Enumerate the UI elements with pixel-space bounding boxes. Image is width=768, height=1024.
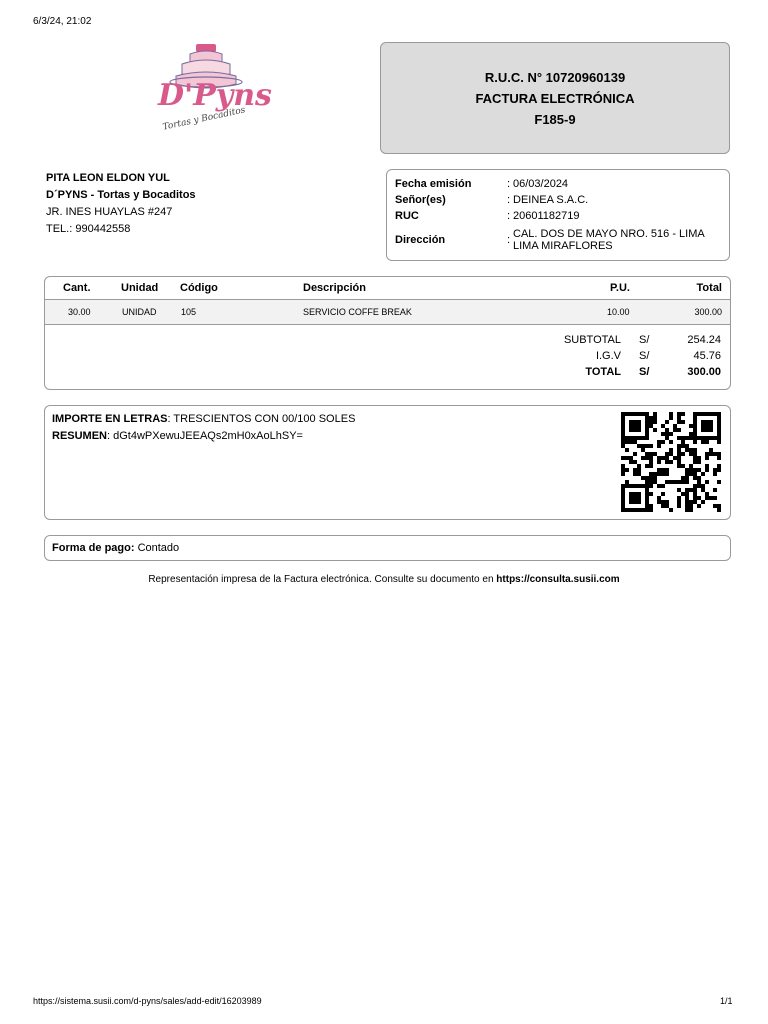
header-codigo: Código	[180, 282, 218, 294]
payment-label: Forma de pago:	[52, 542, 135, 554]
row-total: 300.00	[694, 307, 722, 317]
table-row	[45, 300, 730, 325]
senor-value: DEINEA S.A.C.	[513, 194, 589, 206]
items-table	[44, 276, 731, 390]
separator: :	[507, 234, 511, 246]
print-date: 6/3/24, 21:02	[33, 16, 92, 27]
amount-words-box	[44, 405, 731, 520]
logo-tagline: Tortas y Bocaditos	[161, 105, 247, 133]
total-currency: S/	[639, 366, 650, 378]
payment-value: Contado	[134, 542, 180, 554]
importe-value: : TRESCIENTOS CON 00/100 SOLES	[167, 413, 356, 425]
issuer-info	[46, 170, 196, 238]
client-info-box	[386, 169, 730, 261]
total-label: TOTAL	[585, 366, 621, 378]
total-value: 300.00	[687, 366, 721, 378]
direccion-line-2: LIMA MIRAFLORES	[513, 240, 613, 252]
resumen-line	[52, 430, 303, 442]
ruc-number: R.U.C. N° 10720960139	[484, 69, 626, 85]
subtotal-value: 254.24	[687, 334, 721, 346]
page-url: https://sistema.susii.com/d-pyns/sales/add-edit/16203989	[33, 996, 262, 1006]
igv-value: 45.76	[693, 350, 721, 362]
direccion-value	[513, 228, 723, 252]
direccion-label: Dirección	[395, 234, 446, 246]
separator: :	[507, 178, 511, 190]
document-type: FACTURA ELECTRÓNICA	[475, 90, 635, 106]
issuer-name: PITA LEON ELDON YUL	[46, 172, 170, 184]
row-codigo: 105	[181, 307, 197, 317]
header-pu: P.U.	[610, 282, 630, 294]
igv-currency: S/	[639, 350, 650, 362]
footer-link[interactable]: https://consulta.susii.com	[496, 574, 620, 585]
header-unidad: Unidad	[121, 282, 159, 294]
footer-note	[0, 574, 768, 585]
fecha-label: Fecha emisión	[395, 178, 472, 190]
direccion-line-1: CAL. DOS DE MAYO NRO. 516 - LIMA	[513, 228, 705, 240]
ruc-label: RUC	[395, 210, 419, 222]
igv-row	[541, 350, 721, 362]
importe-line	[52, 413, 355, 425]
separator: :	[507, 210, 511, 222]
footer-note-text: Representación impresa de la Factura electrónica. Consulte su documento en	[148, 574, 497, 585]
ruc-header-box	[380, 42, 730, 154]
qr-code-icon	[619, 412, 723, 512]
header-descripcion: Descripción	[303, 282, 366, 294]
client-row-direccion	[395, 227, 723, 253]
row-cant: 30.00	[68, 307, 91, 317]
ruc-value: 20601182719	[513, 210, 580, 222]
issuer-phone: TEL.: 990442558	[46, 223, 131, 235]
subtotal-currency: S/	[639, 334, 650, 346]
page-number: 1/1	[720, 996, 733, 1006]
client-row-fecha	[395, 178, 723, 190]
client-row-ruc	[395, 210, 723, 222]
separator: :	[507, 194, 511, 206]
subtotal-row	[541, 334, 721, 346]
header-total: Total	[696, 282, 722, 294]
igv-label: I.G.V	[595, 350, 621, 362]
header-cant: Cant.	[63, 282, 91, 294]
total-row	[541, 366, 721, 378]
payment-box	[44, 535, 731, 561]
resumen-label: RESUMEN	[52, 430, 108, 442]
row-descripcion: SERVICIO COFFE BREAK	[303, 307, 412, 317]
table-header	[45, 277, 730, 300]
client-row-senor	[395, 194, 723, 206]
subtotal-label: SUBTOTAL	[563, 334, 621, 346]
row-pu: 10.00	[607, 307, 630, 317]
issuer-trade-name: D´PYNS - Tortas y Bocaditos	[46, 189, 196, 201]
senor-label: Señor(es)	[395, 194, 446, 206]
row-unidad: UNIDAD	[122, 307, 157, 317]
importe-label: IMPORTE EN LETRAS	[52, 413, 168, 425]
fecha-value: 06/03/2024	[513, 178, 569, 190]
issuer-address: JR. INES HUAYLAS #247	[46, 206, 173, 218]
company-logo	[150, 40, 272, 135]
document-number: F185-9	[534, 111, 576, 127]
resumen-value: : dGt4wPXewuJEEAQs2mH0xAoLhSY=	[107, 430, 303, 442]
logo-brand: D'Pyns	[158, 78, 272, 113]
